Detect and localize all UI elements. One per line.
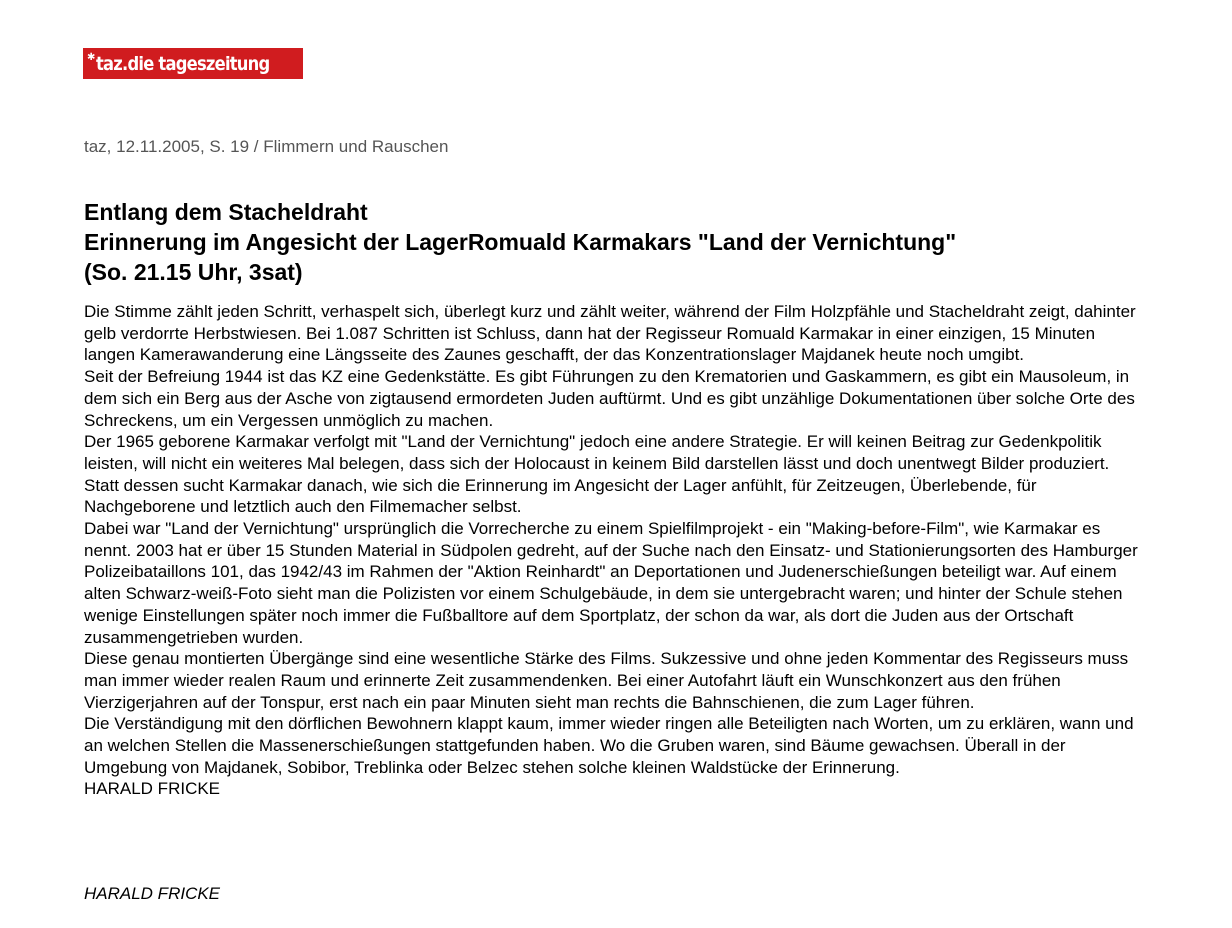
article-body xyxy=(84,301,1144,800)
logo-text: taz.die tageszeitung xyxy=(96,52,270,75)
headline-broadcast-info: (So. 21.15 Uhr, 3sat) xyxy=(84,259,303,285)
article-meta: taz, 12.11.2005, S. 19 / Flimmern und Rauschen xyxy=(84,137,449,156)
paragraph: Dabei war "Land der Vernichtung" ursprünglich die Vorrecherche zu einem Spielfilmprojekt - ein "Making-before-Film", wie Karmakar es nennt. 2003 hat er über 15 Stunden Material in Südpolen gedreht, auf der Suche nach den Einsatz- und Stationierungsorten des Hamburger Polizeibataillons 101, das 1942/43 im Rahmen der "Aktion Reinhardt" an Deportationen und Judenerschießungen beteiligt war. Auf einem alten Schwarz-weiß-Foto sieht man die Polizisten vor einem Schulgebäude, in dem sie untergebracht waren; und hinter der Schule stehen wenige Einstellungen später noch immer die Fußballtore auf dem Sportplatz, der schon da war, als dort die Juden aus der Ortschaft zusammengetrieben wurden. xyxy=(84,519,1138,647)
headline-title: Entlang dem Stacheldraht xyxy=(84,199,368,225)
paragraph: Seit der Befreiung 1944 ist das KZ eine Gedenkstätte. Es gibt Führungen zu den Krematorien und Gaskammern, es gibt ein Mausoleum, in dem sich ein Berg aus der Asche von zigtausend ermordeten Juden auftürmt. Und es gibt unzählige Dokumentationen über solche Orte des Schreckens, um ein Vergessen unmöglich zu machen. xyxy=(84,367,1135,430)
paragraph: Die Verständigung mit den dörflichen Bewohnern klappt kaum, immer wieder ringen alle Beteiligten nach Worten, um zu erklären, wann und an welchen Stellen die Massenerschießungen stattgefunden haben. Wo die Gruben waren, sind Bäume gewachsen. Überall in der Umgebung von Majdanek, Sobibor, Treblinka oder Belzec stehen solche kleinen Waldstücke der Erinnerung. xyxy=(84,714,1134,777)
paragraph: Die Stimme zählt jeden Schritt, verhaspelt sich, überlegt kurz und zählt weiter, während der Film Holzpfähle und Stacheldraht zeigt, dahinter gelb verdorrte Herbstwiesen. Bei 1.087 Schritten ist Schluss, dann hat der Regisseur Romuald Karmakar in einer einzigen, 15 Minuten langen Kamerawanderung eine Längsseite des Zaunes geschafft, der das Konzentrationslager Majdanek heute noch umgibt. xyxy=(84,302,1136,365)
headline-subtitle: Erinnerung im Angesicht der LagerRomuald Karmakars "Land der Vernichtung" xyxy=(84,229,957,255)
taz-logo xyxy=(83,48,303,79)
headline xyxy=(84,197,956,287)
author-byline-italic: HARALD FRICKE xyxy=(84,884,221,903)
paw-icon: ✱ xyxy=(87,52,96,63)
paragraph: Der 1965 geborene Karmakar verfolgt mit "Land der Vernichtung" jedoch eine andere Strategie. Er will keinen Beitrag zur Gedenkpolitik leisten, will nicht ein weiteres Mal belegen, dass sich der Holocaust in keinem Bild darstellen lässt und doch unentwegt Bilder produziert. Statt dessen sucht Karmakar danach, wie sich die Erinnerung im Angesicht der Lager anfühlt, für Zeitzeugen, Überlebende, für Nachgeborene und letztlich auch den Filmemacher selbst. xyxy=(84,432,1110,517)
author-byline: HARALD FRICKE xyxy=(84,779,221,799)
paragraph: Diese genau montierten Übergänge sind eine wesentliche Stärke des Films. Sukzessive und ohne jeden Kommentar des Regisseurs muss man immer wieder realen Raum und erinnerte Zeit zusammendenken. Bei einer Autofahrt läuft ein Wunschkonzert aus den frühen Vierzigerjahren auf der Tonspur, erst nach ein paar Minuten sieht man rechts die Bahnschienen, die zum Lager führen. xyxy=(84,649,1129,712)
